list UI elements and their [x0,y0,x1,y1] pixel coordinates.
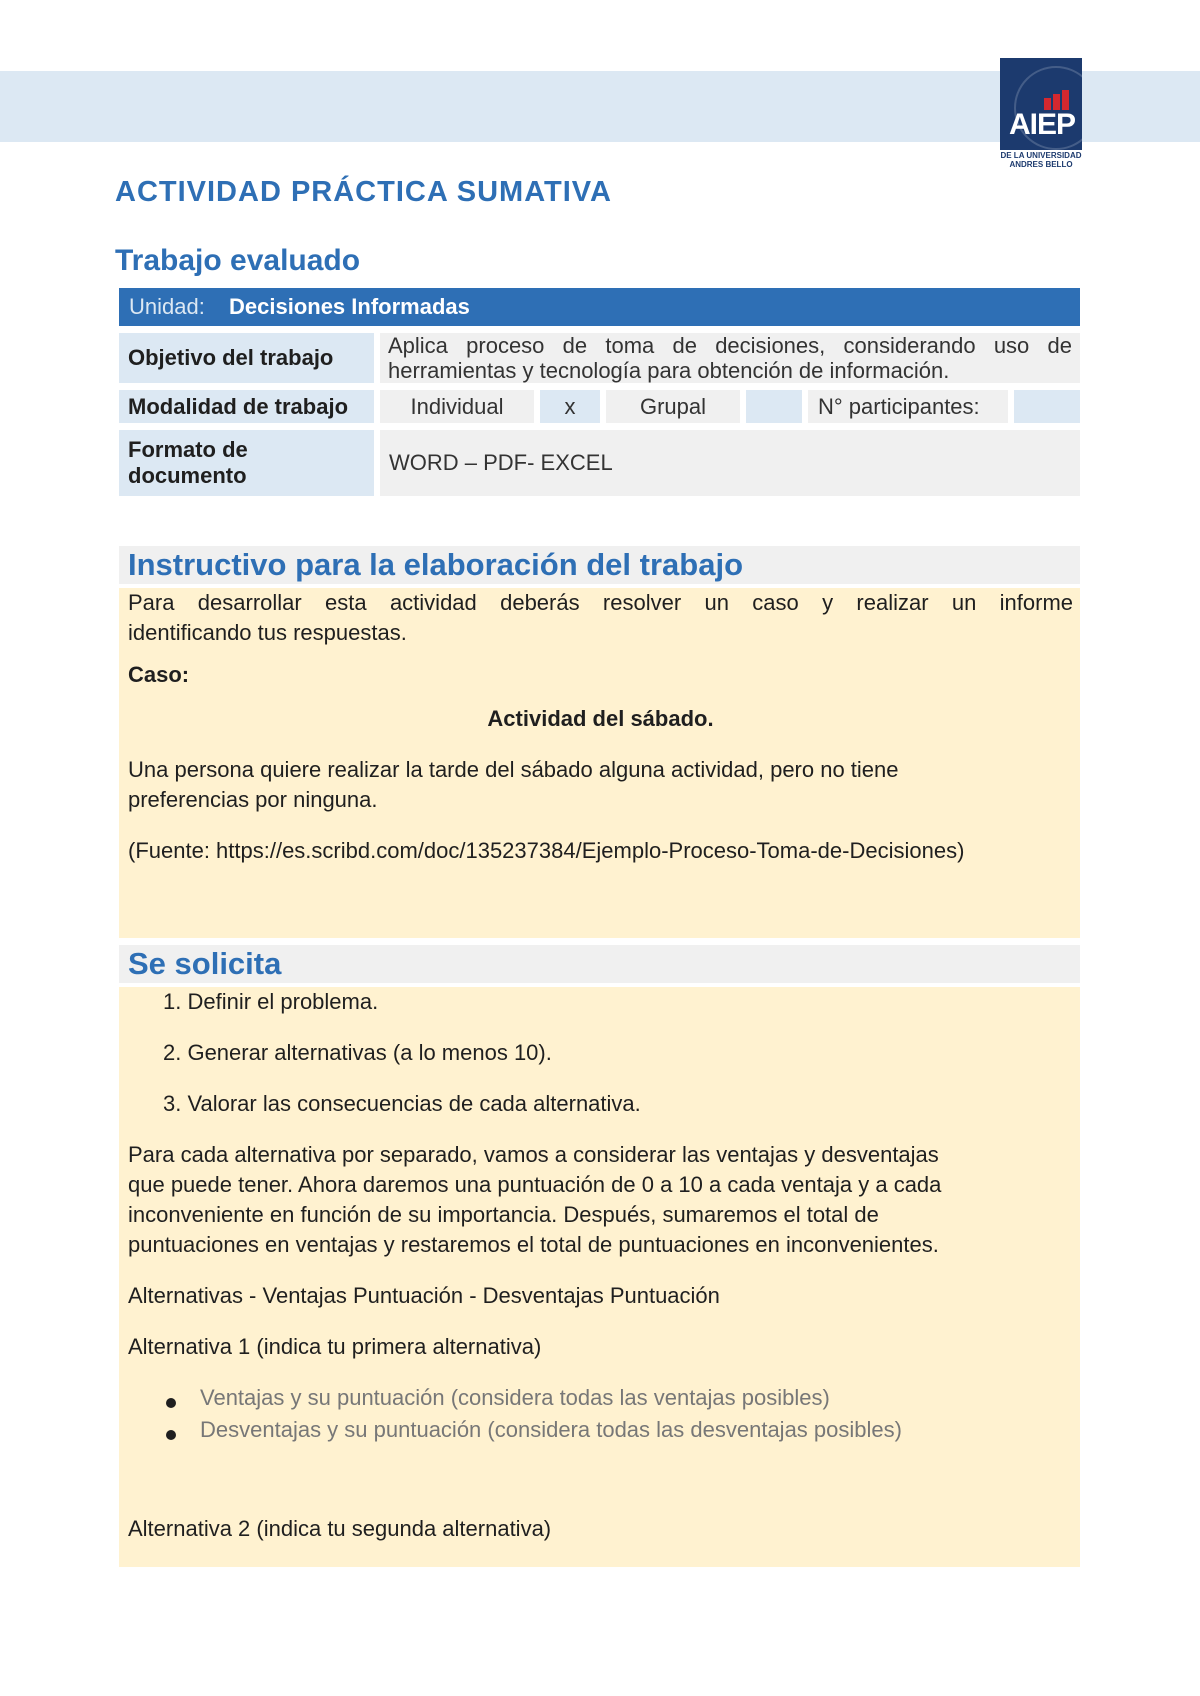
aiep-logo [1000,58,1082,168]
modality-group: Grupal [606,390,740,423]
modality-group-mark[interactable] [746,390,802,423]
unit-bar [119,288,1080,326]
format-value: WORD – PDF- EXCEL [380,430,1080,496]
participants-label: N° participantes: [808,390,1008,423]
modality-individual: Individual [380,390,534,423]
request-step-2: 2. Generar alternativas (a lo menos 10). [163,1040,552,1065]
case-title: Actividad del sábado. [487,706,714,731]
case-label: Caso: [128,662,190,687]
request-step-1: 1. Definir el problema. [163,989,379,1014]
page-title: ACTIVIDAD PRÁCTICA SUMATIVA [115,176,612,208]
modality-label: Modalidad de trabajo [119,390,374,423]
unit-value: Decisiones Informadas [229,294,470,319]
case-text-line1: Una persona quiere realizar la tarde del sábado alguna actividad, pero no tiene [128,757,899,782]
instructions-intro-line1: Para desarrollar esta actividad deberás resolver un caso y realizar un informe [128,590,1073,615]
bullet-dot [166,1430,176,1440]
unit-label: Unidad: [129,294,205,319]
request-paragraph-line4: puntuaciones en ventajas y restaremos el total de puntuaciones en inconvenientes. [128,1232,939,1257]
request-paragraph-line2: que puede tener. Ahora daremos una puntuación de 0 a 10 a cada ventaja y a cada [128,1172,942,1197]
case-source: (Fuente: https://es.scribd.com/doc/135237384/Ejemplo-Proceso-Toma-de-Decisiones) [128,838,965,863]
request-step-3: 3. Valorar las consecuencias de cada alternativa. [163,1091,641,1116]
alternative-1: Alternativa 1 (indica tu primera alternativa) [128,1334,542,1359]
alternative-1-disadvantages: Desventajas y su puntuación (considera todas las desventajas posibles) [200,1417,902,1442]
instructions-intro-line2: identificando tus respuestas. [128,620,407,645]
request-body [119,987,1080,1567]
objective-label: Objetivo del trabajo [119,333,374,383]
objective-value: Aplica proceso de toma de decisiones, considerando uso de herramientas y tecnología para obtención de información. [380,333,1080,383]
request-paragraph-line3: inconveniente en función de su importancia. Después, sumaremos el total de [128,1202,879,1227]
instructions-heading: Instructivo para la elaboración del trabajo [119,546,1080,584]
section-title-evaluated-work: Trabajo evaluado [115,244,361,277]
request-heading: Se solicita [119,945,1080,983]
alternative-2: Alternativa 2 (indica tu segunda alternativa) [128,1516,552,1541]
format-label: Formato de documento [119,430,374,496]
bullet-dot [166,1398,176,1408]
logo-subtitle: DE LA UNIVERSIDAD ANDRES BELLO [1000,151,1082,169]
case-text-line2: preferencias por ninguna. [128,787,378,812]
alternative-1-advantages: Ventajas y su puntuación (considera todas las ventajas posibles) [200,1385,830,1410]
alternatives-header: Alternativas - Ventajas Puntuación - Desventajas Puntuación [128,1283,720,1308]
modality-individual-mark[interactable]: x [540,390,600,423]
participants-value[interactable] [1014,390,1080,423]
request-paragraph-line1: Para cada alternativa por separado, vamos a considerar las ventajas y desventajas [128,1142,939,1167]
logo-text: AIEP [1008,108,1076,141]
